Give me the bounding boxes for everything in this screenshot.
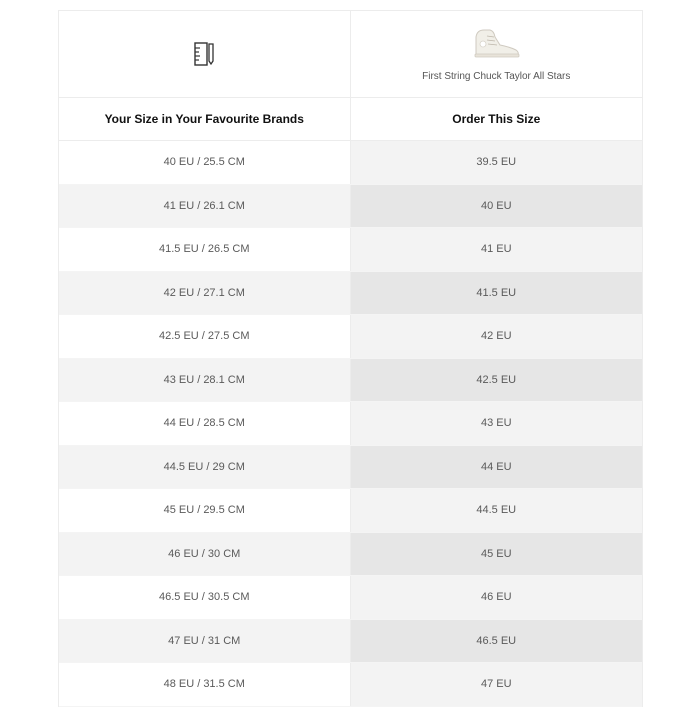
order-size-cell: 41.5 EU <box>351 272 643 315</box>
ruler-pencil-icon <box>193 41 215 67</box>
your-size-cell: 42.5 EU / 27.5 CM <box>59 315 351 358</box>
table-row <box>59 272 642 316</box>
table-row <box>59 620 642 664</box>
order-size-cell: 39.5 EU <box>351 141 643 184</box>
table-row <box>59 359 642 403</box>
size-chart-icon-row <box>59 10 642 98</box>
order-size-cell: 41 EU <box>351 228 643 271</box>
your-size-cell: 46.5 EU / 30.5 CM <box>59 576 351 619</box>
table-row <box>59 228 642 272</box>
your-size-cell: 45 EU / 29.5 CM <box>59 489 351 532</box>
your-size-cell: 48 EU / 31.5 CM <box>59 663 351 706</box>
table-row <box>59 576 642 620</box>
table-row <box>59 446 642 490</box>
your-size-cell: 46 EU / 30 CM <box>59 533 351 576</box>
column-header-order-size: Order This Size <box>452 112 541 126</box>
table-row <box>59 185 642 229</box>
order-size-cell: 40 EU <box>351 185 643 228</box>
your-size-cell: 44 EU / 28.5 CM <box>59 402 351 445</box>
shoe-image <box>470 27 522 59</box>
order-size-cell: 46 EU <box>351 576 643 619</box>
your-size-cell: 42 EU / 27.1 CM <box>59 272 351 315</box>
order-size-cell: 43 EU <box>351 402 643 445</box>
order-size-cell: 44 EU <box>351 446 643 489</box>
your-size-cell: 40 EU / 25.5 CM <box>59 141 351 184</box>
size-chart-table <box>58 10 643 707</box>
column-header-your-size: Your Size in Your Favourite Brands <box>59 98 351 140</box>
your-size-cell: 41.5 EU / 26.5 CM <box>59 228 351 271</box>
order-size-cell: 44.5 EU <box>351 489 643 532</box>
order-size-cell: 42 EU <box>351 315 643 358</box>
order-size-cell: 46.5 EU <box>351 620 643 663</box>
size-chart-body <box>59 141 642 707</box>
table-row <box>59 402 642 446</box>
table-row <box>59 315 642 359</box>
table-row <box>59 533 642 577</box>
your-size-cell: 44.5 EU / 29 CM <box>59 446 351 489</box>
your-size-cell: 47 EU / 31 CM <box>59 620 351 663</box>
order-size-cell: 47 EU <box>351 663 643 706</box>
brands-icon-cell <box>59 11 351 97</box>
your-size-cell: 41 EU / 26.1 CM <box>59 185 351 228</box>
order-size-cell: 45 EU <box>351 533 643 576</box>
shoe-cell <box>351 11 643 97</box>
size-chart-header-row <box>59 98 642 141</box>
order-size-cell: 42.5 EU <box>351 359 643 402</box>
shoe-label: First String Chuck Taylor All Stars <box>422 70 571 82</box>
table-row <box>59 663 642 707</box>
table-row <box>59 141 642 185</box>
table-row <box>59 489 642 533</box>
your-size-cell: 43 EU / 28.1 CM <box>59 359 351 402</box>
